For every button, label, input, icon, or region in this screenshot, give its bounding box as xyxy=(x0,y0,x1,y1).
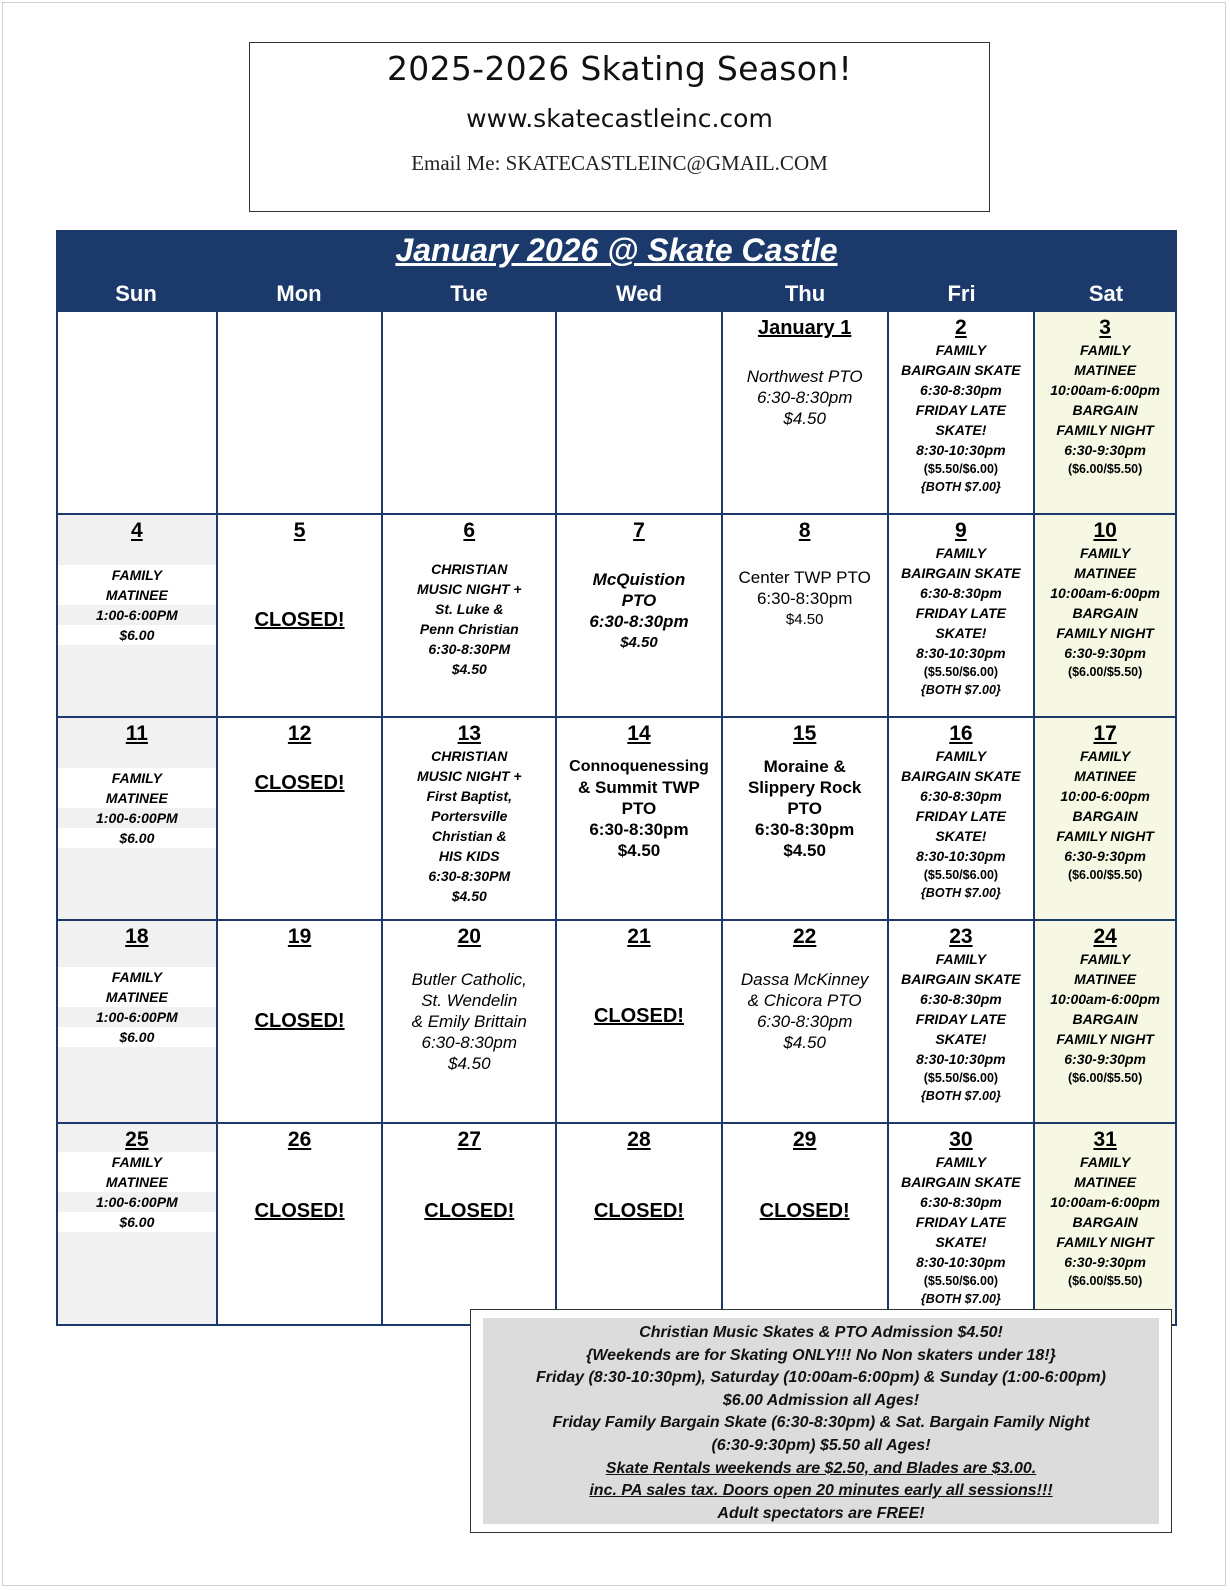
days-of-week-row xyxy=(56,281,1177,311)
admission-info xyxy=(483,1318,1159,1524)
day-number: 13 xyxy=(457,722,481,745)
week-row xyxy=(58,312,1177,515)
saturday-sessions: FAMILY MATINEE 10:00-6:00pm BARGAIN FAMILY NIGHT 6:30-9:30pm ($6.00/$5.50) xyxy=(1056,748,1154,882)
dow-tue: Tue xyxy=(450,281,488,306)
info-line: {Weekends are for Skating ONLY!!! No Non skaters under 18!} xyxy=(586,1346,1056,1364)
admission-info-box xyxy=(470,1309,1172,1533)
day-cell-jan-29 xyxy=(723,1124,889,1324)
day-number: 3 xyxy=(1099,316,1111,339)
closed-label: CLOSED! xyxy=(593,1200,684,1222)
week-row xyxy=(58,1124,1177,1326)
day-number: 28 xyxy=(627,1128,651,1151)
event-text: Dassa McKinney & Chicora PTO 6:30-8:30pm $4.50 xyxy=(740,970,869,1052)
day-cell-jan-5 xyxy=(218,515,384,716)
day-cell-jan-8 xyxy=(723,515,889,716)
calendar-header xyxy=(56,230,1177,312)
closed-label: CLOSED! xyxy=(759,1200,850,1222)
day-cell-jan-28 xyxy=(557,1124,723,1324)
info-line: Friday (8:30-10:30pm), Saturday (10:00am-6:00pm) & Sunday (1:00-6:00pm) xyxy=(536,1369,1106,1387)
day-cell-jan-6 xyxy=(383,515,557,716)
day-cell-jan-17 xyxy=(1035,718,1177,919)
day-cell-jan-1 xyxy=(723,312,889,513)
day-cell-jan-10 xyxy=(1035,515,1177,716)
sunday-sessions: FAMILY MATINEE 1:00-6:00PM $6.00 xyxy=(58,967,216,1047)
info-line: Christian Music Skates & PTO Admission $4.50! xyxy=(639,1324,1003,1341)
day-number: 18 xyxy=(125,925,149,948)
day-number: 17 xyxy=(1093,722,1117,745)
event-text: Moraine & Slippery Rock PTO 6:30-8:30pm $4.50 xyxy=(747,757,862,860)
day-number: 4 xyxy=(131,519,143,542)
day-cell-jan-11 xyxy=(58,718,218,919)
day-cell-jan-18 xyxy=(58,921,218,1122)
day-cell-jan-7 xyxy=(557,515,723,716)
friday-sessions: FAMILY BAIRGAIN SKATE 6:30-8:30pm FRIDAY LATE SKATE! 8:30-10:30pm ($5.50/$6.00) {BOTH $7.00} xyxy=(901,545,1021,697)
day-cell-empty xyxy=(383,312,557,513)
email-text[interactable]: Email Me: SKATECASTLEINC@GMAIL.COM xyxy=(411,151,828,175)
day-cell-jan-4 xyxy=(58,515,218,716)
sunday-sessions: FAMILY MATINEE 1:00-6:00PM $6.00 xyxy=(58,565,216,645)
dow-sat: Sat xyxy=(1088,281,1124,306)
day-cell-jan-24 xyxy=(1035,921,1177,1122)
day-cell-jan-14 xyxy=(557,718,723,919)
day-number: 6 xyxy=(463,519,476,542)
day-cell-jan-3 xyxy=(1035,312,1177,513)
event-text: CHRISTIAN MUSIC NIGHT + First Baptist, Portersville Christian & HIS KIDS 6:30-8:30PM $4.50 xyxy=(416,748,522,904)
day-number: 30 xyxy=(949,1128,973,1151)
day-cell-jan-19 xyxy=(218,921,384,1122)
closed-label: CLOSED! xyxy=(593,1005,684,1027)
day-number: 11 xyxy=(125,722,148,745)
day-number: 29 xyxy=(792,1128,817,1151)
day-number: 20 xyxy=(457,925,481,948)
day-number: 25 xyxy=(125,1128,149,1151)
day-cell-jan-27 xyxy=(383,1124,557,1324)
day-number: 5 xyxy=(293,519,306,542)
event-text: Connoquenessing & Summit TWP PTO 6:30-8:30pm $4.50 xyxy=(569,758,709,860)
day-number: 16 xyxy=(949,722,973,745)
header-box xyxy=(249,42,990,212)
day-cell-jan-12 xyxy=(218,718,384,919)
day-number: 2 xyxy=(955,316,967,339)
closed-label: CLOSED! xyxy=(254,772,345,794)
sunday-sessions: FAMILY MATINEE 1:00-6:00PM $6.00 xyxy=(58,1152,216,1232)
dow-thu: Thu xyxy=(784,281,826,306)
friday-sessions: FAMILY BAIRGAIN SKATE 6:30-8:30pm FRIDAY LATE SKATE! 8:30-10:30pm ($5.50/$6.00) {BOTH $7.00} xyxy=(901,951,1021,1103)
info-line: Adult spectators are FREE! xyxy=(717,1504,925,1522)
closed-label: CLOSED! xyxy=(254,1010,345,1032)
day-number: 9 xyxy=(955,519,967,542)
day-number: 10 xyxy=(1093,519,1117,542)
day-number: 12 xyxy=(287,722,312,745)
event-text: CHRISTIAN MUSIC NIGHT + St. Luke & Penn Christian 6:30-8:30PM $4.50 xyxy=(416,561,522,677)
sunday-sessions: FAMILY MATINEE 1:00-6:00PM $6.00 xyxy=(58,768,216,848)
day-cell-jan-30 xyxy=(889,1124,1036,1324)
dow-sun: Sun xyxy=(115,281,157,306)
day-number: January 1 xyxy=(757,317,852,339)
day-number: 19 xyxy=(287,925,312,948)
closed-label: CLOSED! xyxy=(254,1200,345,1222)
day-cell-jan-2 xyxy=(889,312,1036,513)
calendar-title: January 2026 @ Skate Castle xyxy=(395,232,838,268)
day-cell-jan-31 xyxy=(1035,1124,1177,1324)
saturday-sessions: FAMILY MATINEE 10:00am-6:00pm BARGAIN FAMILY NIGHT 6:30-9:30pm ($6.00/$5.50) xyxy=(1050,951,1160,1085)
day-cell-jan-26 xyxy=(218,1124,384,1324)
day-number: 7 xyxy=(633,519,645,542)
website-link[interactable]: www.skatecastleinc.com xyxy=(466,104,773,133)
friday-sessions: FAMILY BAIRGAIN SKATE 6:30-8:30pm FRIDAY LATE SKATE! 8:30-10:30pm ($5.50/$6.00) {BOTH $7.00} xyxy=(901,1154,1021,1306)
day-cell-empty xyxy=(557,312,723,513)
day-cell-jan-15 xyxy=(723,718,889,919)
day-cell-jan-21 xyxy=(557,921,723,1122)
week-row xyxy=(58,718,1177,921)
dow-mon: Mon xyxy=(276,281,322,306)
day-number: 22 xyxy=(792,925,817,948)
day-cell-jan-13 xyxy=(383,718,557,919)
day-number: 8 xyxy=(798,519,811,542)
day-cell-jan-9 xyxy=(889,515,1036,716)
event-text: Butler Catholic, St. Wendelin & Emily Brittain 6:30-8:30pm $4.50 xyxy=(411,970,527,1073)
day-number: 26 xyxy=(287,1128,312,1151)
day-number: 24 xyxy=(1093,925,1117,948)
week-row xyxy=(58,515,1177,718)
event-text: Center TWP PTO 6:30-8:30pm $4.50 xyxy=(738,568,871,628)
event-text: McQuistion PTO 6:30-8:30pm $4.50 xyxy=(589,570,689,651)
day-cell-jan-20 xyxy=(383,921,557,1122)
saturday-sessions: FAMILY MATINEE 10:00am-6:00pm BARGAIN FAMILY NIGHT 6:30-9:30pm ($6.00/$5.50) xyxy=(1050,545,1160,679)
day-number: 31 xyxy=(1093,1128,1117,1151)
friday-sessions: FAMILY BAIRGAIN SKATE 6:30-8:30pm FRIDAY LATE SKATE! 8:30-10:30pm ($5.50/$6.00) {BOTH $7.00} xyxy=(901,748,1021,900)
day-number: 27 xyxy=(457,1128,481,1151)
day-number: 14 xyxy=(627,722,651,745)
day-cell-jan-25 xyxy=(58,1124,218,1324)
calendar xyxy=(56,230,1177,1326)
day-number: 23 xyxy=(949,925,973,948)
friday-sessions: FAMILY BAIRGAIN SKATE 6:30-8:30pm FRIDAY LATE SKATE! 8:30-10:30pm ($5.50/$6.00) {BOTH $7.00} xyxy=(901,342,1021,494)
closed-label: CLOSED! xyxy=(254,609,345,631)
day-number: 15 xyxy=(792,722,817,745)
day-cell-jan-16 xyxy=(889,718,1036,919)
info-line: inc. PA sales tax. Doors open 20 minutes early all sessions!!! xyxy=(589,1482,1053,1500)
day-cell-empty xyxy=(58,312,218,513)
info-line: (6:30-9:30pm) $5.50 all Ages! xyxy=(711,1436,931,1454)
closed-label: CLOSED! xyxy=(424,1200,515,1222)
saturday-sessions: FAMILY MATINEE 10:00am-6:00pm BARGAIN FAMILY NIGHT 6:30-9:30pm ($6.00/$5.50) xyxy=(1050,1154,1160,1288)
dow-wed: Wed xyxy=(615,281,663,306)
info-line: $6.00 Admission all Ages! xyxy=(722,1391,920,1409)
info-line: Skate Rentals weekends are $2.50, and Blades are $3.00. xyxy=(605,1459,1037,1477)
event-text: Northwest PTO 6:30-8:30pm $4.50 xyxy=(746,367,863,428)
day-cell-jan-22 xyxy=(723,921,889,1122)
info-line: Friday Family Bargain Skate (6:30-8:30pm) & Sat. Bargain Family Night xyxy=(552,1414,1090,1432)
calendar-grid xyxy=(56,312,1177,1326)
day-cell-empty xyxy=(218,312,384,513)
dow-fri: Fri xyxy=(947,281,976,306)
season-title: 2025-2026 Skating Season! xyxy=(386,49,853,88)
week-row xyxy=(58,921,1177,1124)
saturday-sessions: FAMILY MATINEE 10:00am-6:00pm BARGAIN FAMILY NIGHT 6:30-9:30pm ($6.00/$5.50) xyxy=(1050,342,1160,476)
day-number: 21 xyxy=(627,925,651,948)
day-cell-jan-23 xyxy=(889,921,1036,1122)
